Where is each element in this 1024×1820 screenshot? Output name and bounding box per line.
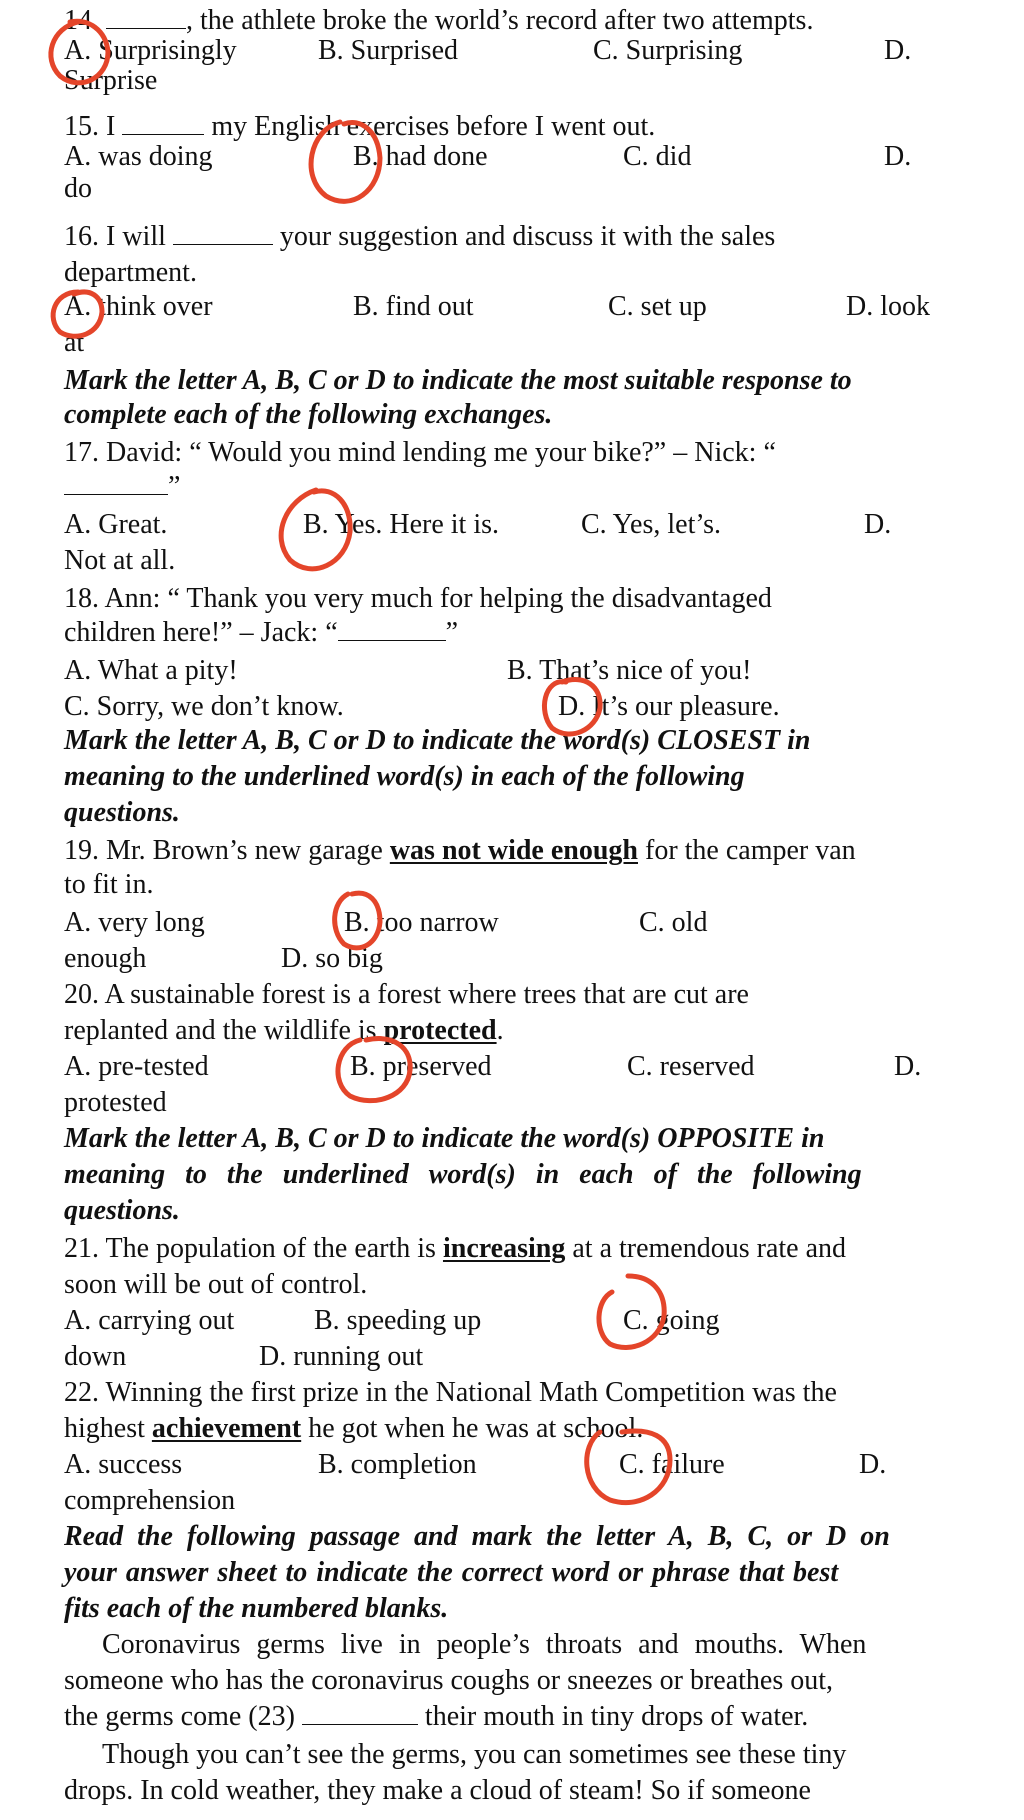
q20-underlined-word: protected <box>383 1015 497 1046</box>
q21-stem <box>64 1232 846 1266</box>
q14-option-c: C. Surprising <box>593 35 743 66</box>
q16-stem-wrap: department. <box>64 257 197 288</box>
passage-p2-line-2: drops. In cold weather, they make a cloud of steam! So if someone <box>64 1775 811 1806</box>
q21-option-a-wrap: down <box>64 1341 127 1372</box>
q18-option-a: A. What a pity! <box>64 655 238 686</box>
instruction-opposite-line-2: meaning to the underlined word(s) in each of the following <box>64 1159 862 1190</box>
passage-p1-line-2: someone who has the coronavirus coughs or sneezes or breathes out, <box>64 1665 834 1696</box>
q15-option-d: D. <box>884 141 912 172</box>
passage-blank-23 <box>302 1702 418 1725</box>
instruction-passage-line-1: Read the following passage and mark the letter A, B, C, or D on <box>64 1521 890 1552</box>
q15-stem-end: my English exercises before I went out. <box>211 111 656 142</box>
q18-stem-line-2-start: children here!” – Jack: “ <box>64 617 338 648</box>
q18-stem-line-2-end: ” <box>445 617 459 648</box>
q19-stem <box>64 834 856 868</box>
q22-stem-line-1: 22. Winning the first prize in the National Math Competition was the <box>64 1377 837 1408</box>
q14-stem <box>64 4 813 38</box>
q20-option-d-wrap: protested <box>64 1087 167 1118</box>
q14-stem-text: , the athlete broke the world’s record after two attempts. <box>186 5 814 36</box>
q21-stem-wrap: soon will be out of control. <box>64 1269 368 1300</box>
q21-option-c: C. going <box>623 1305 720 1336</box>
instruction-exchanges-line-2: complete each of the following exchanges. <box>64 399 553 430</box>
q18-option-d: D. It’s our pleasure. <box>558 691 780 722</box>
passage-p1-line-3 <box>64 1700 808 1734</box>
instruction-closest-line-2: meaning to the underlined word(s) in each of the following <box>64 761 745 792</box>
q19-stem-end: for the camper van <box>645 835 856 866</box>
q19-underlined-phrase: was not wide enough <box>389 835 638 866</box>
q17-option-c: C. Yes, let’s. <box>581 509 722 540</box>
q14-blank <box>106 6 186 29</box>
q19-option-d: D. so big <box>281 943 383 974</box>
instruction-opposite-line-1: Mark the letter A, B, C or D to indicate the word(s) OPPOSITE in <box>64 1123 825 1154</box>
instruction-opposite-line-3: questions. <box>64 1195 180 1226</box>
passage-p1-line-3-end: their mouth in tiny drops of water. <box>424 1701 809 1732</box>
q20-option-c: C. reserved <box>627 1051 755 1082</box>
q19-stem-start: 19. Mr. Brown’s new garage <box>64 835 383 866</box>
q16-option-d: D. look <box>846 291 930 322</box>
q21-option-a: A. carrying out <box>64 1305 235 1336</box>
q21-stem-end: at a tremendous rate and <box>572 1233 847 1264</box>
q19-option-c: C. old <box>639 907 708 938</box>
q16-stem-start: 16. I will <box>64 221 166 252</box>
q16-option-a: A. think over <box>64 291 213 322</box>
q16-option-b: B. find out <box>353 291 474 322</box>
q16-stem-end: your suggestion and discuss it with the sales <box>279 221 776 252</box>
q16-option-d-wrap: at <box>64 327 85 358</box>
q14-option-d-wrap: Surprise <box>64 65 158 96</box>
q15-stem <box>64 110 655 144</box>
instruction-passage-line-2: your answer sheet to indicate the correct word or phrase that best <box>64 1557 839 1588</box>
q20-option-d: D. <box>894 1051 922 1082</box>
q15-option-d-wrap: do <box>64 173 92 204</box>
q21-underlined-word: increasing <box>442 1233 566 1264</box>
passage-p2-line-1: Though you can’t see the germs, you can sometimes see these tiny <box>102 1739 847 1770</box>
instruction-closest-line-3: questions. <box>64 797 180 828</box>
q22-option-d-wrap: comprehension <box>64 1485 236 1516</box>
instruction-passage-line-3: fits each of the numbered blanks. <box>64 1593 449 1624</box>
passage-p1-line-3-start: the germs come (23) <box>64 1701 295 1732</box>
q15-option-b: B. had done <box>353 141 488 172</box>
q20-stem-line-2 <box>64 1014 504 1048</box>
q19-option-b: B. too narrow <box>344 907 499 938</box>
q15-blank <box>122 112 204 135</box>
q17-answer-line <box>64 470 180 504</box>
q21-option-d: D. running out <box>259 1341 424 1372</box>
q17-blank <box>64 472 168 495</box>
q22-stem-line-2 <box>64 1412 643 1446</box>
q21-stem-start: 21. The population of the earth is <box>64 1233 436 1264</box>
q16-blank <box>173 222 273 245</box>
q22-option-b: B. completion <box>318 1449 477 1480</box>
q21-option-b: B. speeding up <box>314 1305 482 1336</box>
q22-option-d: D. <box>859 1449 887 1480</box>
q22-stem-line-2-start: highest <box>64 1413 145 1444</box>
passage-p1-line-1: Coronavirus germs live in people’s throats and mouths. When <box>102 1629 867 1660</box>
q15-stem-start: 15. I <box>64 111 116 142</box>
q20-stem-line-1: 20. A sustainable forest is a forest where trees that are cut are <box>64 979 749 1010</box>
q18-option-c: C. Sorry, we don’t know. <box>64 691 344 722</box>
instruction-exchanges-line-1: Mark the letter A, B, C or D to indicate the most suitable response to <box>64 365 852 396</box>
q14-option-d: D. <box>884 35 912 66</box>
q22-option-a: A. success <box>64 1449 183 1480</box>
q18-option-b: B. That’s nice of you! <box>507 655 752 686</box>
q20-option-b: B. preserved <box>350 1051 492 1082</box>
q20-stem-line-2-end: . <box>496 1015 504 1046</box>
q18-blank <box>338 618 446 641</box>
q17-stem-end: ” <box>168 471 181 502</box>
q19-stem-wrap: to fit in. <box>64 869 154 900</box>
q18-stem-line-1: 18. Ann: “ Thank you very much for helping the disadvantaged <box>64 583 772 614</box>
q17-option-b: B. Yes. Here it is. <box>303 509 500 540</box>
q19-option-a-wrap: enough <box>64 943 147 974</box>
q15-option-c: C. did <box>623 141 692 172</box>
q15-option-a: A. was doing <box>64 141 213 172</box>
q14-number: 14. <box>64 5 99 36</box>
q20-option-a: A. pre-tested <box>64 1051 209 1082</box>
q16-stem <box>64 220 775 254</box>
q18-stem-line-2 <box>64 616 458 650</box>
q20-stem-line-2-start: replanted and the wildlife is <box>64 1015 377 1046</box>
q17-option-a: A. Great. <box>64 509 168 540</box>
q22-option-c: C. failure <box>619 1449 725 1480</box>
q22-underlined-word: achievement <box>151 1413 302 1444</box>
q17-stem: 17. David: “ Would you mind lending me your bike?” – Nick: “ <box>64 437 776 468</box>
q17-option-d-wrap: Not at all. <box>64 545 176 576</box>
instruction-closest-line-1: Mark the letter A, B, C or D to indicate the word(s) CLOSEST in <box>64 725 811 756</box>
q14-option-a: A. Surprisingly <box>64 35 237 66</box>
q16-option-c: C. set up <box>608 291 707 322</box>
q19-option-a: A. very long <box>64 907 205 938</box>
q14-option-b: B. Surprised <box>318 35 458 66</box>
q22-stem-line-2-end: he got when he was at school. <box>308 1413 644 1444</box>
q17-option-d: D. <box>864 509 892 540</box>
